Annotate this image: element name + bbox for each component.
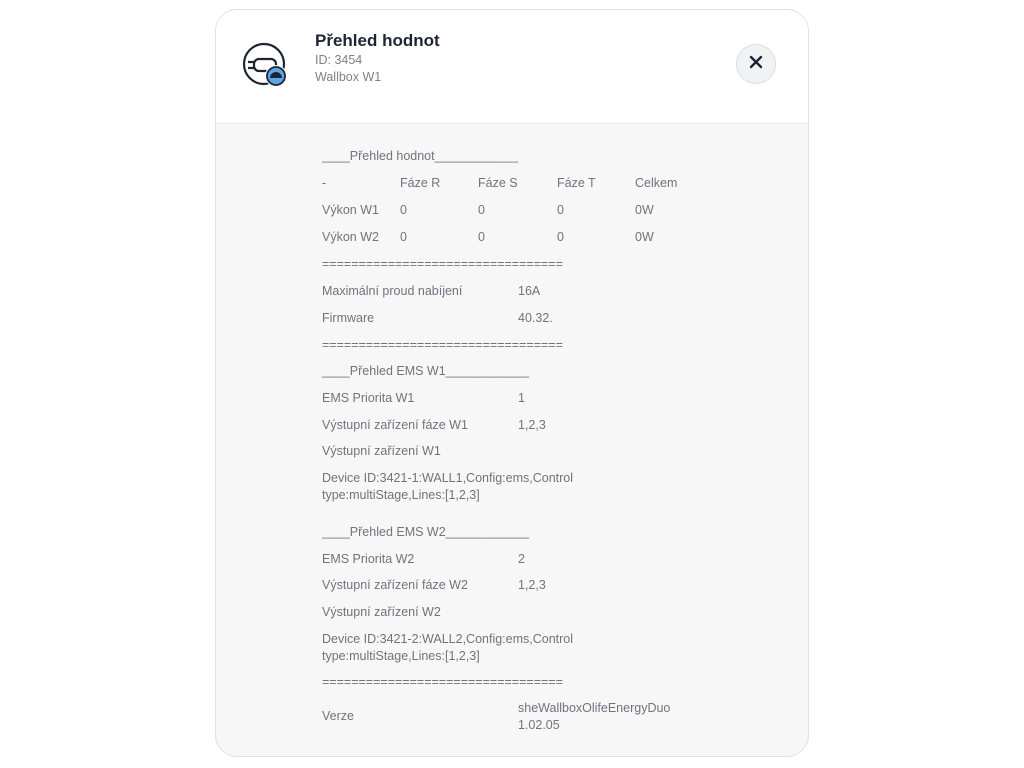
- table-cell: 0W: [635, 230, 654, 244]
- separator: =================================: [322, 675, 563, 689]
- device-config-w2: [322, 631, 573, 665]
- table-cell: 0: [400, 203, 407, 217]
- output-device-w2-label: Výstupní zařízení W2: [322, 605, 441, 619]
- ems-priority-w2-value: 2: [518, 552, 525, 566]
- table-cell: 0: [557, 203, 564, 217]
- version-value: [518, 700, 670, 734]
- table-header-cell: Fáze R: [400, 176, 441, 190]
- version-value-line: sheWallboxOlifeEnergyDuo: [518, 701, 671, 715]
- table-cell: 0: [478, 230, 485, 244]
- table-cell: 0: [400, 230, 407, 244]
- dialog-content: [322, 132, 808, 756]
- table-header-cell: Fáze S: [478, 176, 518, 190]
- close-button[interactable]: [736, 44, 776, 84]
- firmware-value: 40.32.: [518, 311, 553, 325]
- version-label: Verze: [322, 709, 354, 723]
- dialog-header: [216, 10, 808, 124]
- ems-priority-w2-label: EMS Priorita W2: [322, 552, 415, 566]
- output-phase-w2-label: Výstupní zařízení fáze W2: [322, 578, 468, 592]
- device-config-w1-line: type:multiStage,Lines:[1,2,3]: [322, 488, 480, 502]
- value-overview-dialog: [215, 9, 809, 757]
- separator: =================================: [322, 338, 563, 352]
- device-config-w1-line: Device ID:3421-1:WALL1,Config:ems,Control: [322, 471, 574, 485]
- table-cell: 0W: [635, 203, 654, 217]
- device-name: Wallbox W1: [315, 70, 382, 84]
- output-device-w1-label: Výstupní zařízení W1: [322, 444, 441, 458]
- max-current-label: Maximální proud nabíjení: [322, 284, 463, 298]
- ev-charger-plug-icon: [240, 40, 292, 92]
- section-heading-ems-w2: ____Přehled EMS W2____________: [322, 525, 530, 539]
- table-header-cell: Fáze T: [557, 176, 596, 190]
- dialog-title: Přehled hodnot: [315, 31, 440, 50]
- device-config-w2-line: type:multiStage,Lines:[1,2,3]: [322, 649, 480, 663]
- table-header-cell: -: [322, 176, 327, 190]
- output-phase-w1-label: Výstupní zařízení fáze W1: [322, 418, 468, 432]
- table-cell: Výkon W2: [322, 230, 379, 244]
- separator: =================================: [322, 257, 563, 271]
- device-id: ID: 3454: [315, 53, 363, 67]
- section-heading-overview: ____Přehled hodnot____________: [322, 149, 519, 163]
- table-cell: 0: [557, 230, 564, 244]
- max-current-value: 16A: [518, 284, 541, 298]
- table-header-cell: Celkem: [635, 176, 678, 190]
- device-config-w1: [322, 470, 573, 504]
- device-config-w2-line: Device ID:3421-2:WALL2,Config:ems,Control: [322, 632, 574, 646]
- output-phase-w1-value: 1,2,3: [518, 418, 546, 432]
- output-phase-w2-value: 1,2,3: [518, 578, 546, 592]
- table-cell: 0: [478, 203, 485, 217]
- firmware-label: Firmware: [322, 311, 375, 325]
- close-icon: [749, 55, 763, 74]
- ems-priority-w1-label: EMS Priorita W1: [322, 391, 415, 405]
- version-row: [322, 700, 722, 736]
- section-heading-ems-w1: ____Přehled EMS W1____________: [322, 364, 530, 378]
- version-value-line: 1.02.05: [518, 718, 560, 732]
- ems-priority-w1-value: 1: [518, 391, 525, 405]
- table-cell: Výkon W1: [322, 203, 379, 217]
